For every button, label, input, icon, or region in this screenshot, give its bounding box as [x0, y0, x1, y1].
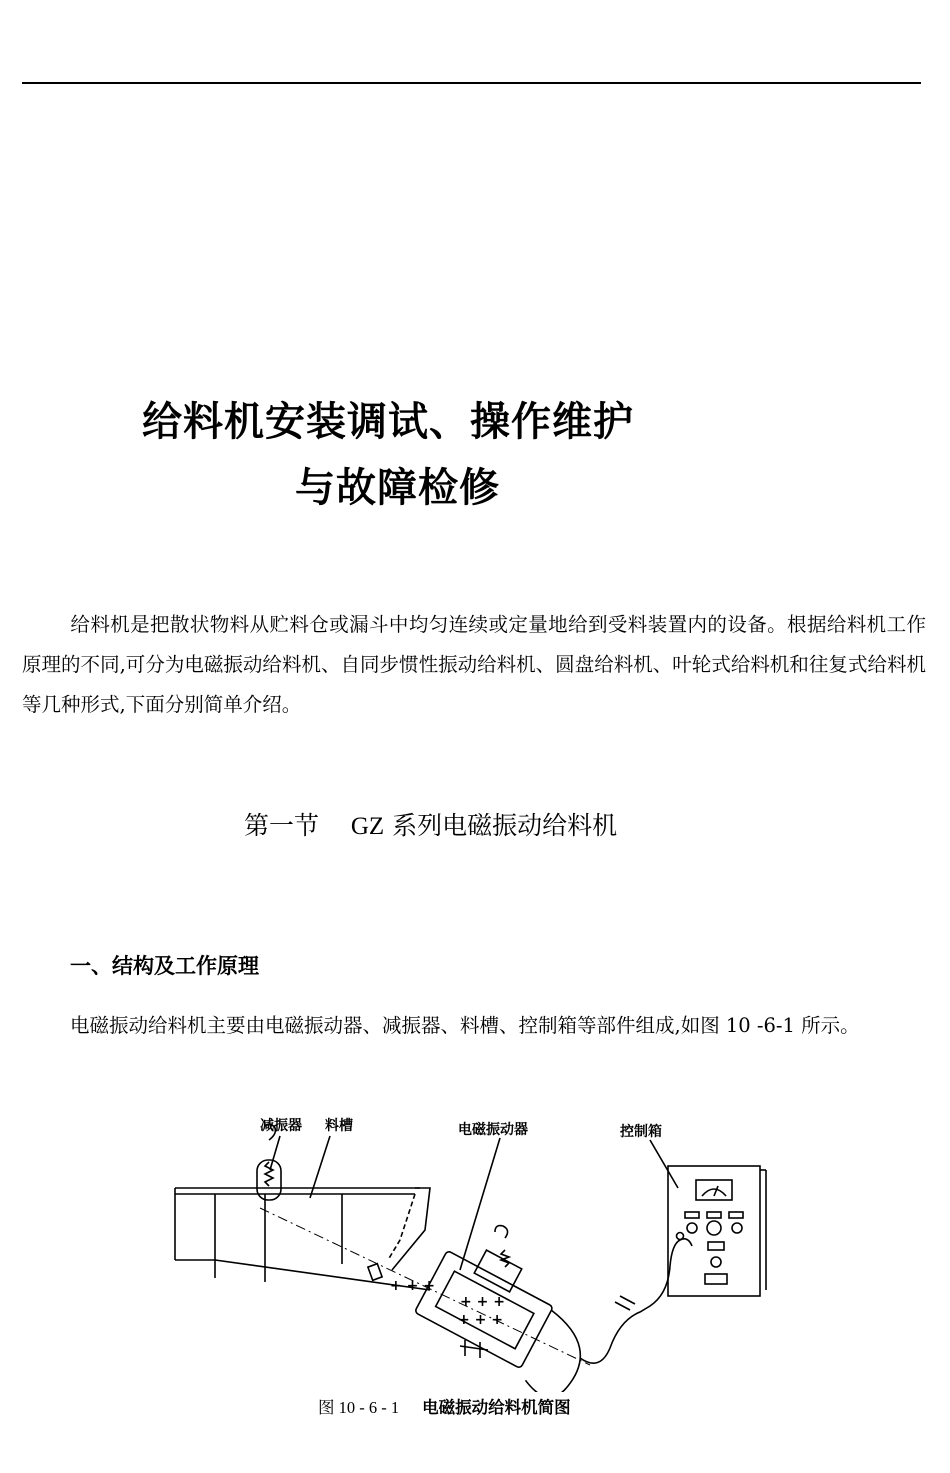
- figure-number: 图 10 - 6 - 1: [318, 1398, 400, 1417]
- label-control-box: 控制箱: [620, 1124, 662, 1140]
- label-damper: 减振器: [260, 1118, 302, 1134]
- label-vibrator: 电磁振动器: [458, 1122, 528, 1138]
- section-series: GZ: [350, 813, 385, 840]
- label-trough: 料槽: [325, 1118, 353, 1134]
- figure-caption: [318, 1394, 571, 1422]
- intro-paragraph: [22, 605, 926, 725]
- feeder-diagram: [160, 1110, 800, 1392]
- subheading: 一、结构及工作原理: [70, 954, 259, 978]
- figure-title: 电磁振动给料机简图: [422, 1398, 571, 1417]
- section-heading: [244, 808, 617, 845]
- section-number: 第一节: [244, 811, 320, 840]
- section-title: 系列电磁振动给料机: [392, 811, 618, 840]
- chapter-title-line-2: 与故障检修: [295, 464, 500, 511]
- svg-text:+ + +: + + +: [390, 1278, 435, 1294]
- body-text: 电磁振动给料机主要由电磁振动器、减振器、料槽、控制箱等部件组成,如图 10 -6-1 所示。: [70, 1014, 860, 1037]
- intro-text: 给料机是把散状物料从贮料仓或漏斗中均匀连续或定量地给到受料装置内的设备。根据给料机工作原理的不同,可分为电磁振动给料机、自同步惯性振动给料机、圆盘给料机、叶轮式给料机和往复式给料机等几种形式,下面分别简单介绍。: [22, 613, 926, 716]
- svg-text:+ + +: + + +: [458, 1312, 503, 1328]
- header-rule: [22, 82, 921, 84]
- body-paragraph: [22, 1006, 926, 1046]
- svg-text:+ + +: + + +: [460, 1294, 505, 1310]
- chapter-title-line-1: 给料机安装调试、操作维护: [142, 398, 634, 445]
